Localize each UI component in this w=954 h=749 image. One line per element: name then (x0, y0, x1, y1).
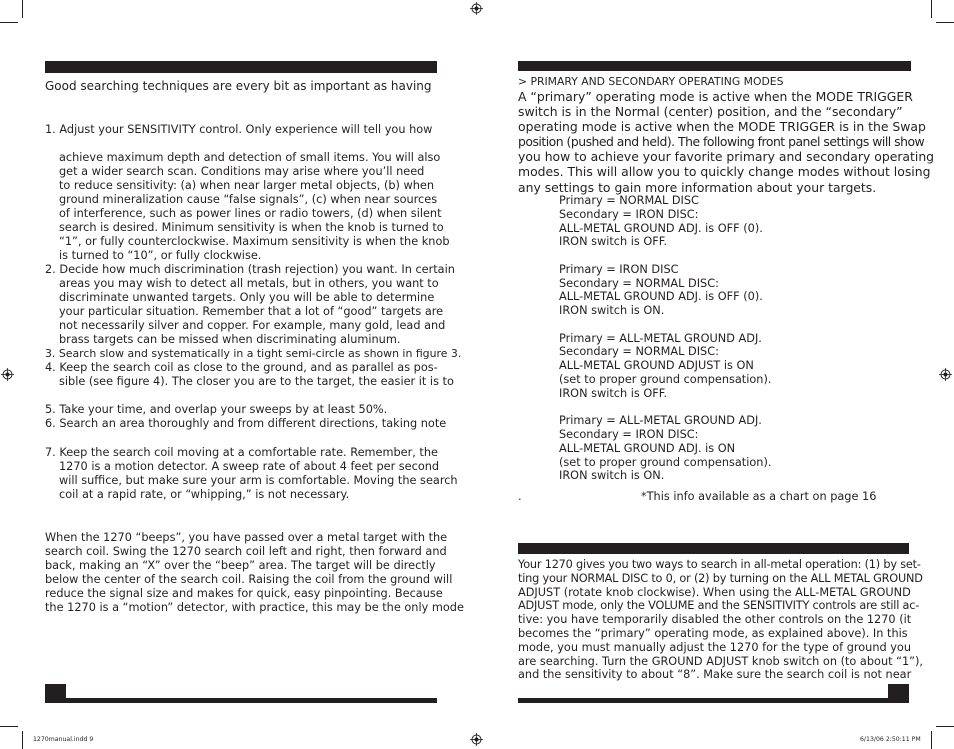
settings-line: IRON switch is ON. (559, 469, 665, 482)
settings-line: IRON switch is OFF. (559, 235, 668, 248)
paragraph-line: Your 1270 gives you two ways to search in all-metal operation: (1) by set- (518, 558, 921, 571)
paragraph-line: When the 1270 “beeps”, you have passed over a metal target with the (45, 531, 448, 544)
registration-mark-icon (470, 733, 483, 746)
settings-line: Secondary = NORMAL DISC: (559, 277, 719, 290)
settings-line: (set to proper ground compensation). (559, 456, 772, 469)
settings-line: Primary = ALL-METAL GROUND ADJ. (559, 332, 762, 345)
paragraph-line: mode, you must manually adjust the 1270 for the type of ground you (518, 641, 912, 654)
slug-filename: 1270manual.indd 9 (33, 736, 94, 743)
registration-mark-icon (1, 368, 14, 381)
list-line: 2. Decide how much discrimination (trash rejection) you want. In certain (45, 263, 455, 276)
registration-mark-icon (470, 2, 483, 15)
paragraph-line: below the center of the search coil. Raising the coil from the ground will (45, 573, 453, 586)
right-section-bar (518, 543, 909, 554)
list-line: 6. Search an area thoroughly and from different directions, taking note (45, 417, 447, 430)
left-footer-bar (45, 698, 437, 703)
list-line: “1”, or fully counterclockwise. Maximum sensitivity is when the knob (59, 235, 450, 248)
left-header-bar (45, 61, 437, 73)
right-footer-bar (518, 698, 909, 703)
paragraph-line: operating mode is active when the MODE TRIGGER is in the Swap (518, 119, 926, 134)
list-line: to reduce sensitivity: (a) when near larger metal objects, (b) when (59, 179, 435, 192)
settings-line: (set to proper ground compensation). (559, 373, 772, 386)
crop-mark-icon (936, 22, 954, 23)
list-line: is turned to “10”, or fully clockwise. (59, 249, 262, 262)
list-line: will suffice, but make sure your arm is comfortable. Moving the search (59, 474, 458, 487)
settings-line: ALL-METAL GROUND ADJUST is ON (559, 359, 754, 372)
list-line: of interference, such as power lines or radio towers, (d) when silent (59, 207, 442, 220)
settings-line: ALL-METAL GROUND ADJ. is OFF (0). (559, 290, 763, 303)
list-line: 7. Keep the search coil moving at a comfortable rate. Remember, the (45, 446, 438, 459)
right-page-number-block (888, 684, 909, 703)
paragraph-line: switch is in the Normal (center) position, and the “secondary” (518, 104, 903, 119)
list-line: brass targets can be missed when discriminating aluminum. (59, 333, 401, 346)
settings-line: IRON switch is OFF. (559, 387, 668, 400)
chart-note: *This info available as a chart on page 16 (641, 490, 877, 503)
paragraph-line: position (pushed and held). The following front panel settings will show (518, 134, 925, 149)
list-line: achieve maximum depth and detection of small items. You will also (59, 151, 441, 164)
settings-line: Secondary = NORMAL DISC: (559, 345, 719, 358)
paragraph-line: reduce the signal size and makes for quick, easy pinpointing. Because (45, 587, 443, 600)
list-line: 1270 is a motion detector. A sweep rate of about 4 feet per second (59, 460, 440, 473)
paragraph-line: becomes the “primary” operating mode, as explained above). In this (518, 627, 908, 640)
crop-mark-icon (0, 22, 18, 23)
settings-line: Primary = NORMAL DISC (559, 194, 699, 207)
list-line: get a wider search scan. Conditions may arise where you’ll need (59, 165, 425, 178)
list-line: ground mineralization cause “false signals”, (c) when near sources (59, 193, 438, 206)
settings-line: Primary = IRON DISC (559, 263, 679, 276)
note-dot: . (518, 490, 522, 503)
settings-line: IRON switch is ON. (559, 304, 665, 317)
crop-mark-icon (931, 731, 932, 749)
paragraph-line: the 1270 is a “motion” detector, with practice, this may be the only mode (45, 601, 464, 614)
crop-mark-icon (0, 726, 18, 727)
settings-line: Primary = ALL-METAL GROUND ADJ. (559, 414, 762, 427)
right-header-bar (518, 61, 911, 71)
settings-line: ALL-METAL GROUND ADJ. is OFF (0). (559, 222, 763, 235)
list-line: your particular situation. Remember that a lot of “good” targets are (59, 305, 444, 318)
paragraph-line: are searching. Turn the GROUND ADJUST knob switch on (to about “1”), (518, 655, 924, 668)
list-line: 3. Search slow and systematically in a tight semi-circle as shown in figure 3. (45, 347, 462, 360)
list-line: coil at a rapid rate, or “whipping,” is not necessary. (59, 488, 350, 501)
paragraph-line: back, making an “X” over the “beep” area. The target will be directly (45, 559, 436, 572)
crop-mark-icon (931, 0, 932, 18)
slug-datetime: 6/13/06 2:50:11 PM (860, 736, 921, 743)
paragraph-line: modes. This will allow you to quickly change modes without losing (518, 164, 931, 179)
list-line: discriminate unwanted targets. Only you will be able to determine (59, 291, 435, 304)
registration-mark-icon (939, 368, 952, 381)
settings-line: Secondary = IRON DISC: (559, 208, 699, 221)
paragraph-line: tive: you have temporarily disabled the other controls on the 1270 (it (518, 613, 912, 626)
settings-line: Secondary = IRON DISC: (559, 428, 699, 441)
crop-mark-icon (22, 731, 23, 749)
paragraph-line: and the sensitivity to about “8”. Make sure the search coil is not near (518, 668, 912, 681)
paragraph-line: you how to achieve your favorite primary and secondary operating (518, 149, 935, 164)
list-line: search is desired. Minimum sensitivity is when the knob is turned to (59, 221, 444, 234)
list-line: 5. Take your time, and overlap your sweeps by at least 50%. (45, 403, 388, 416)
paragraph-line: ting your NORMAL DISC to 0, or (2) by turning on the ALL METAL GROUND (518, 572, 923, 585)
list-line: 1. Adjust your SENSITIVITY control. Only experience will tell you how (45, 123, 433, 136)
crop-mark-icon (22, 0, 23, 18)
section-heading: > PRIMARY AND SECONDARY OPERATING MODES (518, 75, 784, 88)
list-line: 4. Keep the search coil as close to the ground, and as parallel as pos- (45, 361, 438, 374)
intro-text: Good searching techniques are every bit as important as having (45, 79, 432, 93)
list-line: areas you may wish to detect all metals, but in others, you want to (59, 277, 439, 290)
paragraph-line: ADJUST (rotate knob clockwise). When using the ALL-METAL GROUND (518, 586, 911, 599)
list-line: sible (see figure 4). The closer you are to the target, the easier it is to (59, 375, 454, 388)
crop-mark-icon (936, 726, 954, 727)
list-line: not necessarily silver and copper. For example, many gold, lead and (59, 319, 446, 332)
paragraph-line: any settings to gain more information about your targets. (518, 180, 877, 195)
settings-line: ALL-METAL GROUND ADJ. is ON (559, 442, 736, 455)
left-page-number-block (45, 684, 66, 703)
paragraph-line: ADJUST mode, only the VOLUME and the SENSITIVITY controls are still ac- (518, 599, 920, 612)
paragraph-line: A “primary” operating mode is active when the MODE TRIGGER (518, 89, 913, 104)
paragraph-line: search coil. Swing the 1270 search coil left and right, then forward and (45, 545, 447, 558)
